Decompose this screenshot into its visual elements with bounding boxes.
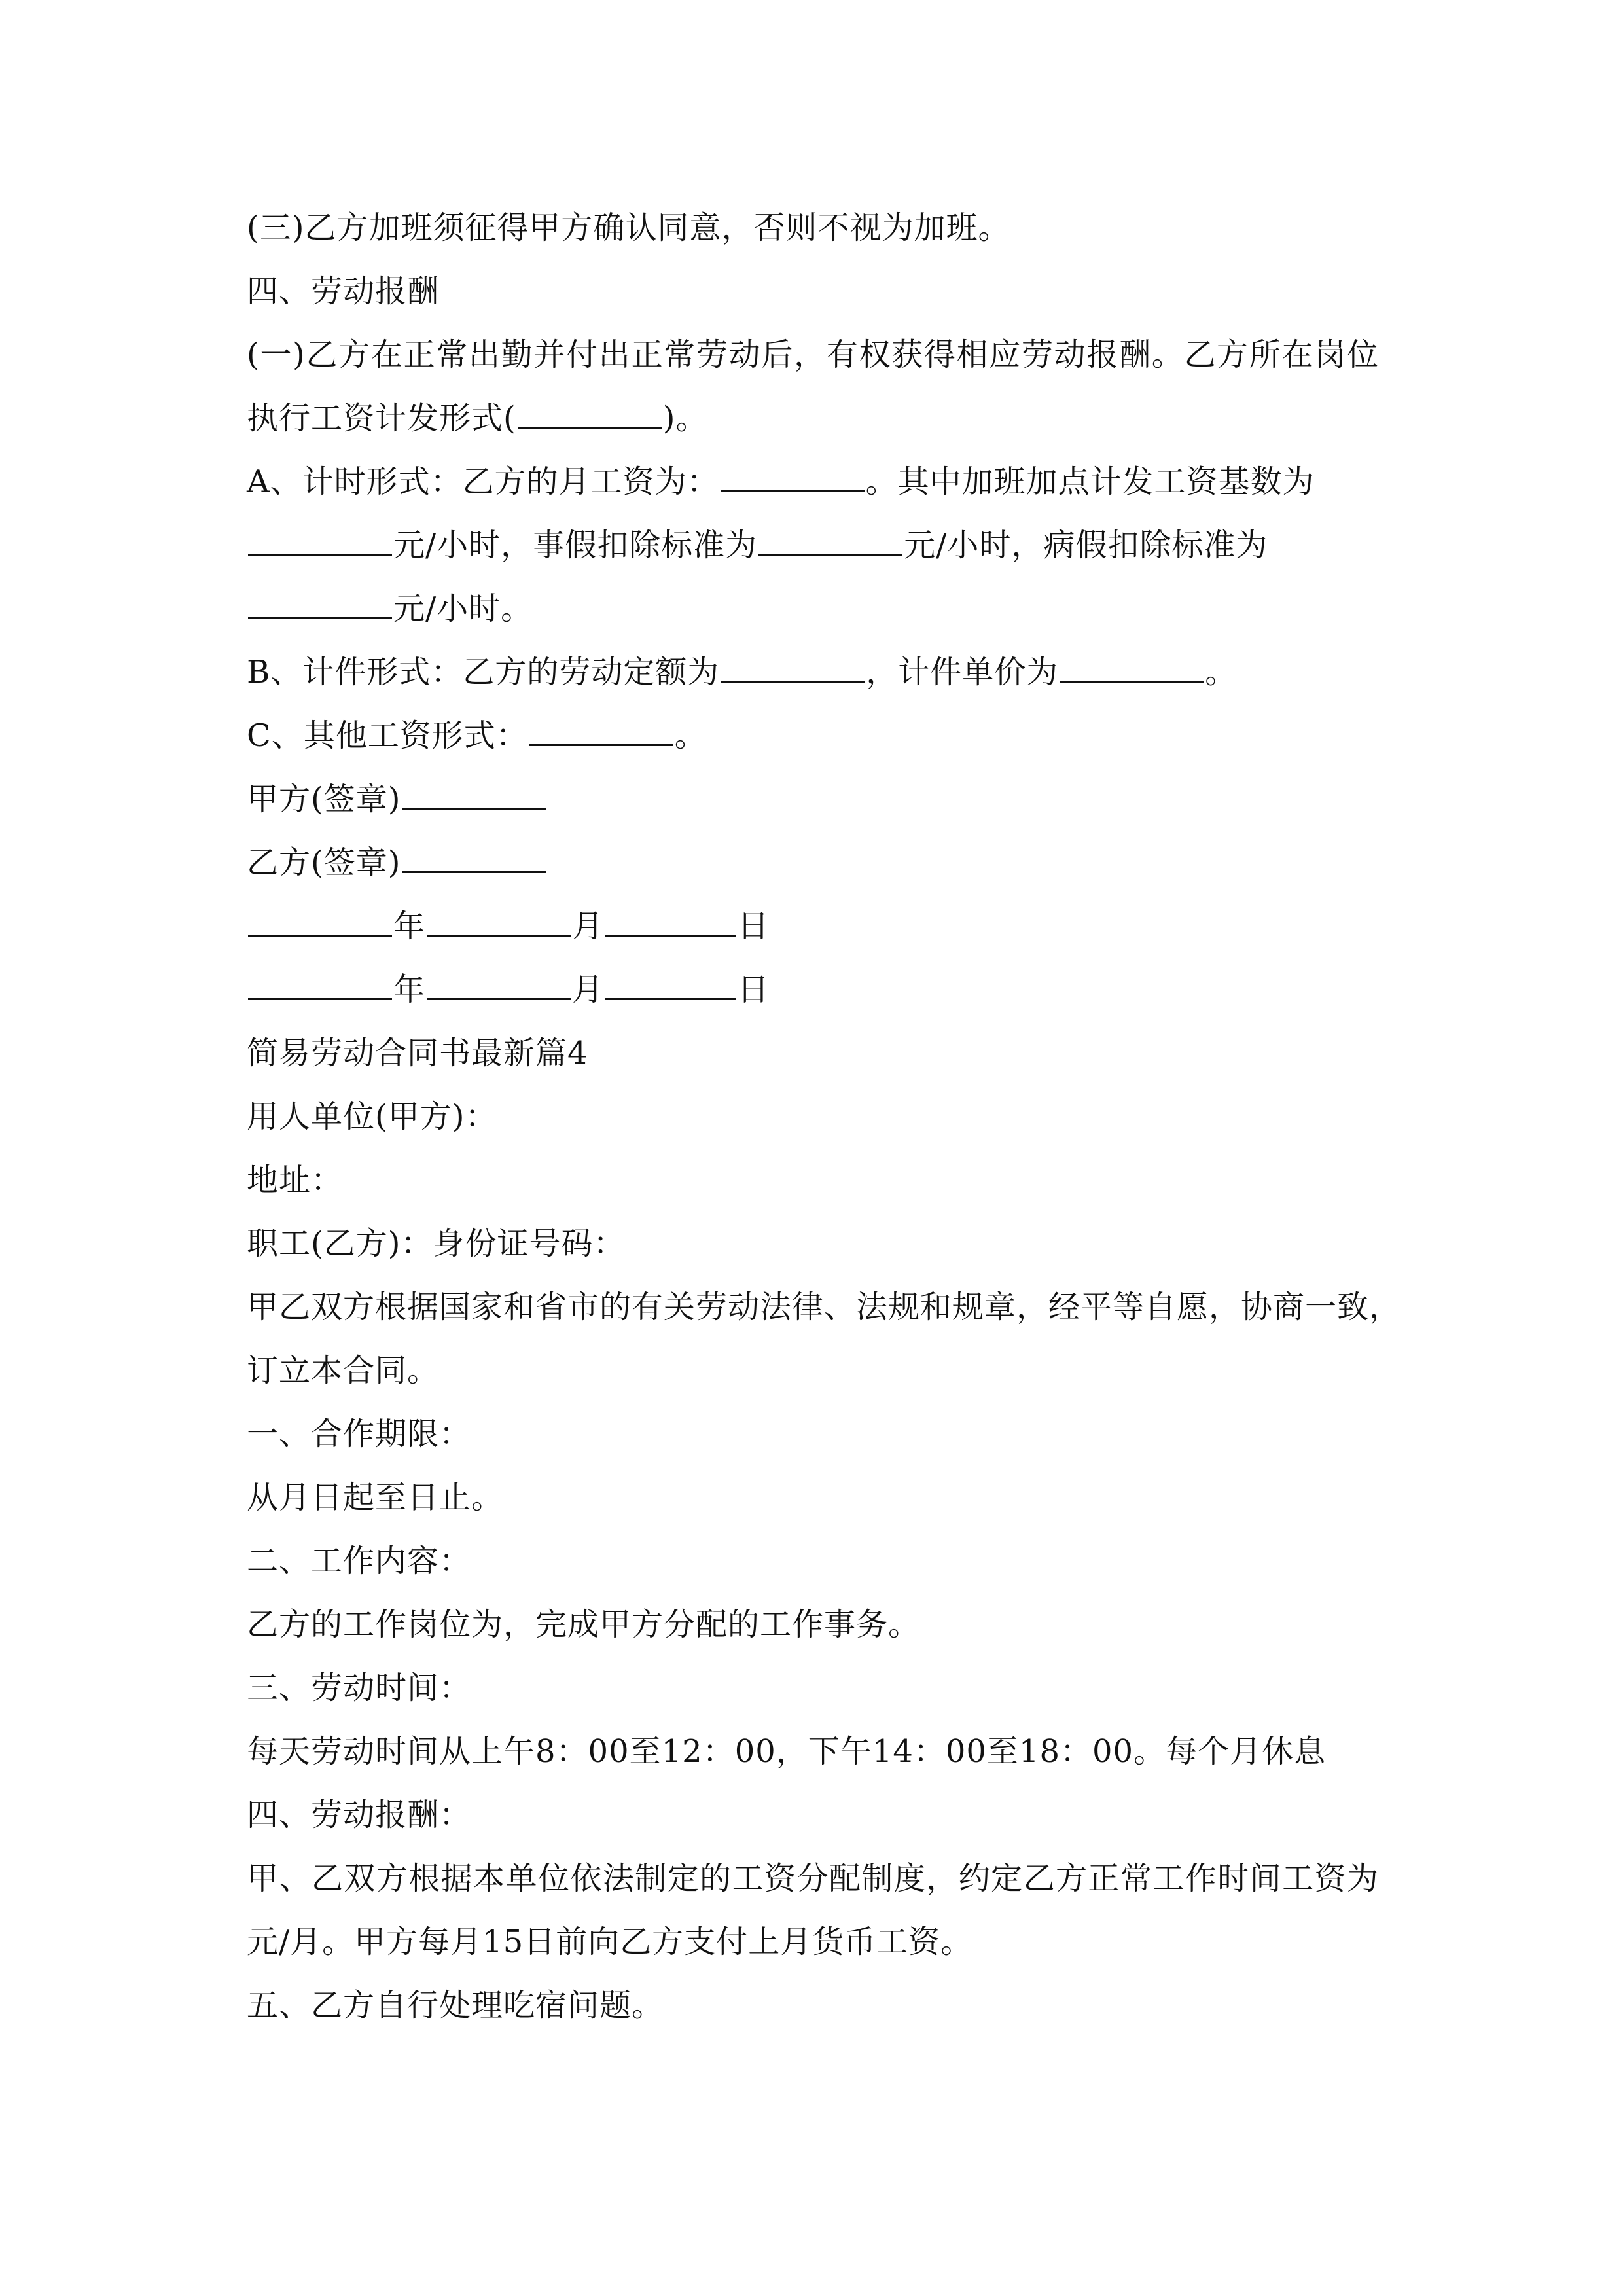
text-segment: 。 <box>674 717 707 754</box>
date-line <box>247 958 1379 1022</box>
section-heading: 二、工作内容： <box>247 1543 472 1579</box>
fill-blank[interactable] <box>1060 655 1204 683</box>
text-segment: 元/小时，病假扣除标准为 <box>904 527 1268 564</box>
section-heading: 三、劳动时间： <box>247 1670 472 1706</box>
text-line <box>247 450 1379 514</box>
fill-blank[interactable] <box>758 528 902 556</box>
signature-line-party-a <box>247 768 1379 831</box>
section-heading: 四、劳动报酬： <box>247 1797 472 1833</box>
text-segment: 甲方(签章) <box>247 781 401 817</box>
day-blank[interactable] <box>605 908 736 937</box>
day-blank[interactable] <box>605 972 736 1000</box>
text-line: 乙方的工作岗位为，完成甲方分配的工作事务。 <box>247 1606 921 1643</box>
text-line: 订立本合同。 <box>247 1352 440 1389</box>
day-label: 日 <box>738 971 770 1008</box>
text-segment: C、其他工资形式： <box>247 717 528 754</box>
text-line <box>247 577 1379 641</box>
text-line <box>247 641 1379 704</box>
year-blank[interactable] <box>248 908 392 937</box>
month-blank[interactable] <box>427 972 571 1000</box>
fill-blank[interactable] <box>248 591 392 619</box>
year-label: 年 <box>393 908 426 944</box>
fill-blank[interactable] <box>518 401 662 429</box>
text-line: 从月日起至日止。 <box>247 1479 504 1516</box>
document-title: 简易劳动合同书最新篇4 <box>247 1035 588 1071</box>
text-line <box>247 514 1379 577</box>
date-line <box>247 895 1379 958</box>
signature-blank[interactable] <box>402 781 546 810</box>
text-segment: 元/小时。 <box>393 590 533 627</box>
text-line: 元/月。甲方每月15日前向乙方支付上月货币工资。 <box>247 1924 973 1960</box>
month-label: 月 <box>572 908 605 944</box>
text-line: 每天劳动时间从上午8：00至12：00，下午14：00至18：00。每个月休息 <box>247 1733 1327 1770</box>
section-heading: 一、合作期限： <box>247 1416 472 1452</box>
fill-blank[interactable] <box>529 718 673 746</box>
fill-blank[interactable] <box>248 528 392 556</box>
fill-blank[interactable] <box>721 464 865 492</box>
year-label: 年 <box>393 971 426 1008</box>
month-label: 月 <box>572 971 605 1008</box>
text-line: (一)乙方在正常出勤并付出正常劳动后，有权获得相应劳动报酬。乙方所在岗位 <box>247 336 1379 373</box>
text-line: 用人单位(甲方)： <box>247 1098 497 1135</box>
text-segment: A、计时形式：乙方的月工资为： <box>247 463 719 500</box>
month-blank[interactable] <box>427 908 571 937</box>
text-line: 甲、乙双方根据本单位依法制定的工资分配制度，约定乙方正常工作时间工资为 <box>247 1860 1379 1897</box>
text-segment: 。 <box>1205 654 1238 691</box>
text-segment: 乙方(签章) <box>247 844 401 881</box>
text-line: 甲乙双方根据国家和省市的有关劳动法律、法规和规章，经平等自愿，协商一致， <box>247 1289 1402 1325</box>
text-segment: 元/小时，事假扣除标准为 <box>393 527 758 564</box>
document-body <box>247 196 1402 2037</box>
text-line: 地址： <box>247 1162 344 1198</box>
text-segment: 。其中加班加点计发工资基数为 <box>865 463 1315 500</box>
text-segment: ，计件单价为 <box>866 654 1059 691</box>
text-segment: B、计件形式：乙方的劳动定额为 <box>247 654 720 691</box>
year-blank[interactable] <box>248 972 392 1000</box>
text-segment: )。 <box>662 400 708 437</box>
text-line: (三)乙方加班须征得甲方确认同意，否则不视为加班。 <box>247 209 1010 246</box>
section-heading: 四、劳动报酬 <box>247 273 440 310</box>
fill-blank[interactable] <box>721 655 865 683</box>
signature-line-party-b <box>247 831 1379 895</box>
text-segment: 执行工资计发形式( <box>247 400 516 437</box>
text-line <box>247 704 1379 768</box>
text-line: 职工(乙方)：身份证号码： <box>247 1225 626 1262</box>
text-line <box>247 387 1379 450</box>
signature-blank[interactable] <box>402 845 546 873</box>
section-heading: 五、乙方自行处理吃宿问题。 <box>247 1987 664 2024</box>
day-label: 日 <box>738 908 770 944</box>
